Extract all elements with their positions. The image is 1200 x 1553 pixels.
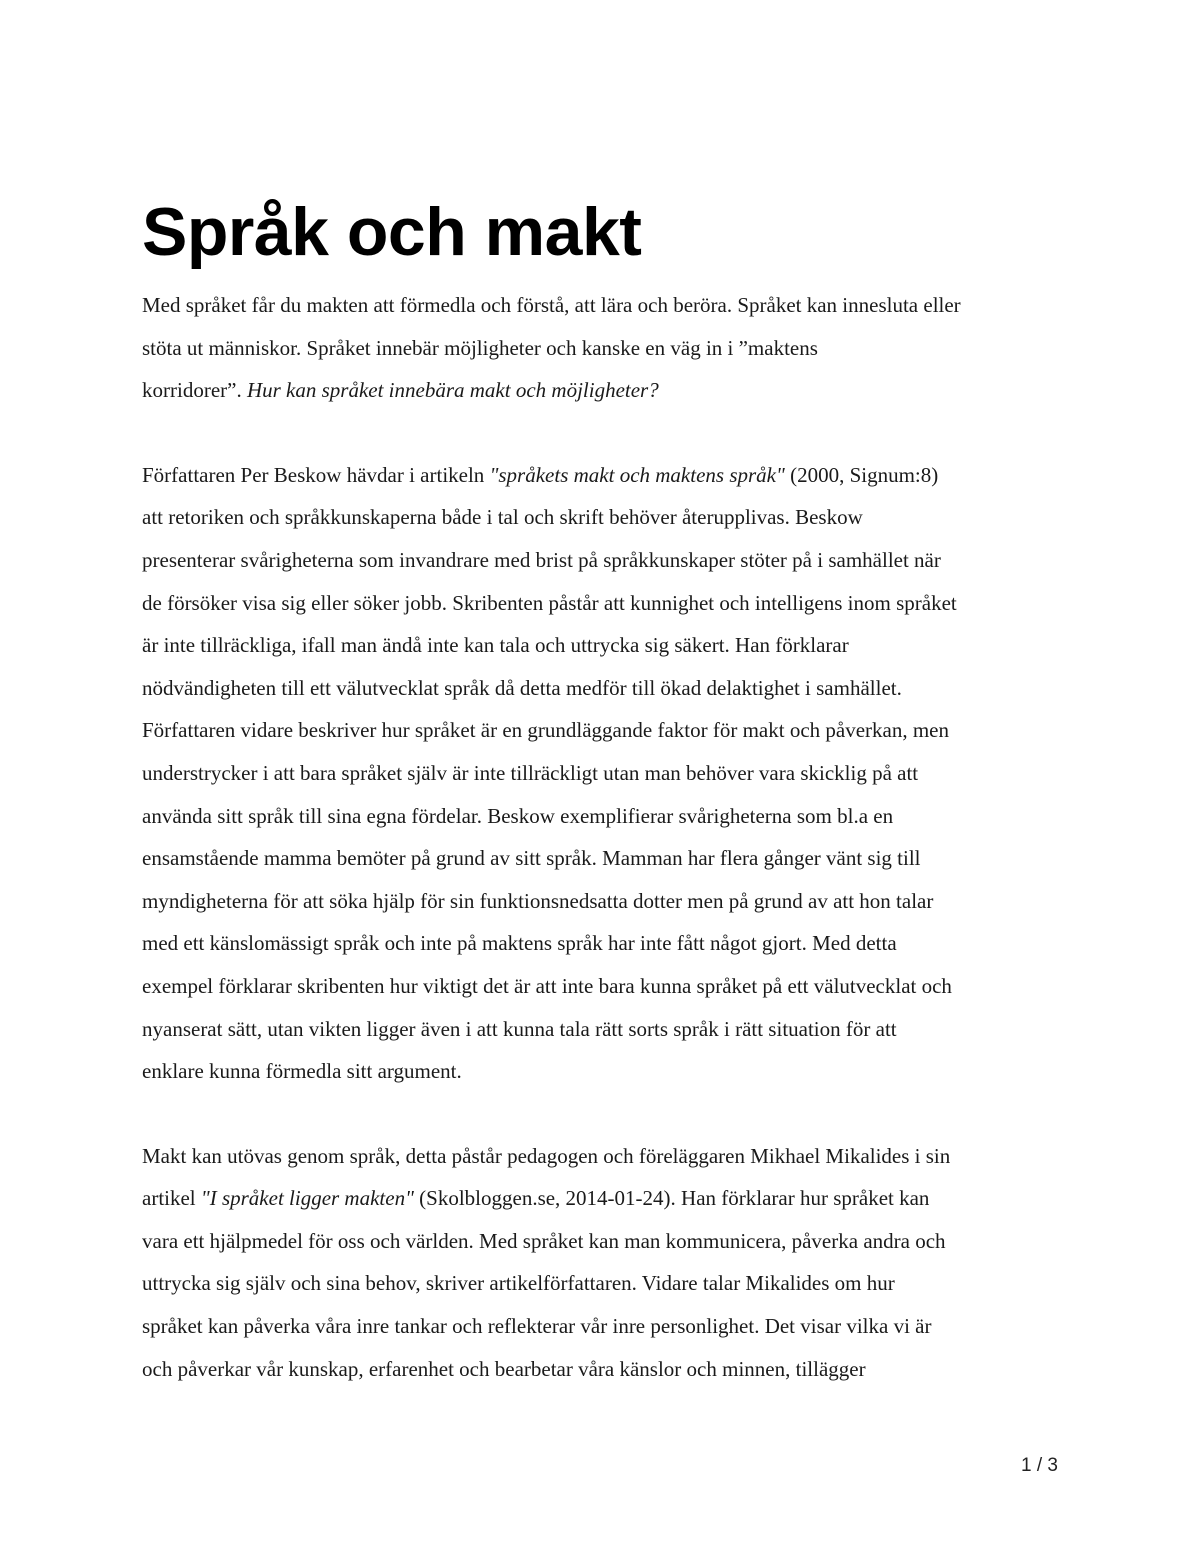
text-segment: språket kan påverka våra inre tankar och reflekterar vår inre personlighet. Det visar vilka vi är	[142, 1314, 932, 1339]
text-line	[142, 582, 1067, 625]
text-segment: med ett känslomässigt språk och inte på maktens språk har inte fått något gjort. Med detta	[142, 931, 897, 956]
text-line	[142, 752, 1067, 795]
text-line	[142, 327, 1067, 370]
text-segment: korridorer”.	[142, 378, 247, 403]
text-segment: exempel förklarar skribenten hur viktigt det är att inte bara kunna språket på ett välutvecklat och	[142, 973, 952, 998]
text-line	[142, 496, 1067, 539]
text-line	[142, 1135, 1067, 1178]
text-line	[142, 1348, 1067, 1391]
text-line	[142, 539, 1067, 582]
italic-text: "I språket ligger makten"	[200, 1186, 414, 1211]
text-line	[142, 709, 1067, 752]
text-segment: artikel	[142, 1186, 201, 1211]
page-number: 1 / 3	[1021, 1455, 1058, 1476]
text-segment: enklare kunna förmedla sitt argument.	[142, 1059, 462, 1084]
text-segment: vara ett hjälpmedel för oss och världen. Med språket kan man kommunicera, påverka andra och	[142, 1228, 946, 1253]
text-segment: är inte tillräckliga, ifall man ändå inte kan tala och uttrycka sig säkert. Han förklarar	[142, 633, 849, 658]
text-segment: ensamstående mamma bemöter på grund av sitt språk. Mamman har flera gånger vänt sig till	[142, 846, 921, 871]
text-segment: (Skolbloggen.se, 2014-01-24). Han förklarar hur språket kan	[413, 1186, 930, 1211]
text-segment: de försöker visa sig eller söker jobb. Skribenten påstår att kunnighet och intelligens inom språket	[142, 590, 957, 615]
text-segment: Med språket får du makten att förmedla och förstå, att lära och beröra. Språket kan innesluta eller	[142, 293, 961, 317]
italic-text: "språkets makt och maktens språk"	[489, 462, 785, 487]
text-segment: stöta ut människor. Språket innebär möjligheter och kanske en väg in i ”maktens	[142, 335, 818, 360]
text-line	[142, 880, 1067, 923]
document-page	[142, 186, 1067, 1390]
text-line	[142, 965, 1067, 1008]
text-line	[142, 1050, 1067, 1093]
text-line	[142, 1262, 1067, 1305]
text-segment: nödvändigheten till ett välutvecklat språk då detta medför till ökad delaktighet i samhället.	[142, 675, 902, 700]
text-line	[142, 369, 1067, 412]
text-line	[142, 795, 1067, 838]
paragraph-beskow	[142, 454, 1067, 1093]
text-segment: Makt kan utövas genom språk, detta påstår pedagogen och föreläggaren Mikhael Mikalides i sin	[142, 1143, 951, 1168]
text-line	[142, 1305, 1067, 1348]
text-segment: myndigheterna för att söka hjälp för sin funktionsnedsatta dotter men på grund av att hon talar	[142, 888, 934, 913]
text-line	[142, 1177, 1067, 1220]
text-segment: och påverkar vår kunskap, erfarenhet och bearbetar våra känslor och minnen, tillägger	[142, 1356, 866, 1381]
text-segment: uttrycka sig själv och sina behov, skriver artikelförfattaren. Vidare talar Mikalides om hur	[142, 1271, 895, 1296]
text-line	[142, 624, 1067, 667]
text-line	[142, 667, 1067, 710]
text-line	[142, 454, 1067, 497]
text-segment: nyanserat sätt, utan vikten ligger även i att kunna tala rätt sorts språk i rätt situation för att	[142, 1016, 897, 1041]
page-title: Språk och makt	[142, 194, 642, 270]
text-segment: Författaren Per Beskow hävdar i artikeln	[142, 462, 490, 487]
text-line	[142, 1220, 1067, 1263]
text-line	[142, 284, 1067, 327]
italic-text: Hur kan språket innebära makt och möjligheter?	[246, 378, 659, 403]
text-line	[142, 837, 1067, 880]
text-segment: (2000, Signum:8)	[784, 462, 939, 487]
text-line	[142, 1008, 1067, 1051]
paragraph-intro	[142, 284, 1067, 412]
text-segment: presenterar svårigheterna som invandrare med brist på språkkunskaper stöter på i samhället när	[142, 547, 941, 572]
text-line	[142, 922, 1067, 965]
text-segment: använda sitt språk till sina egna fördelar. Beskow exemplifierar svårigheterna som bl.a en	[142, 803, 894, 828]
text-segment: understrycker i att bara språket själv är inte tillräckligt utan man behöver vara skicklig på att	[142, 760, 919, 785]
text-segment: att retoriken och språkkunskaperna både i tal och skrift behöver återupplivas. Beskow	[142, 505, 863, 530]
text-segment: Författaren vidare beskriver hur språket är en grundläggande faktor för makt och påverkan, men	[142, 718, 950, 743]
paragraph-mikalides	[142, 1135, 1067, 1391]
